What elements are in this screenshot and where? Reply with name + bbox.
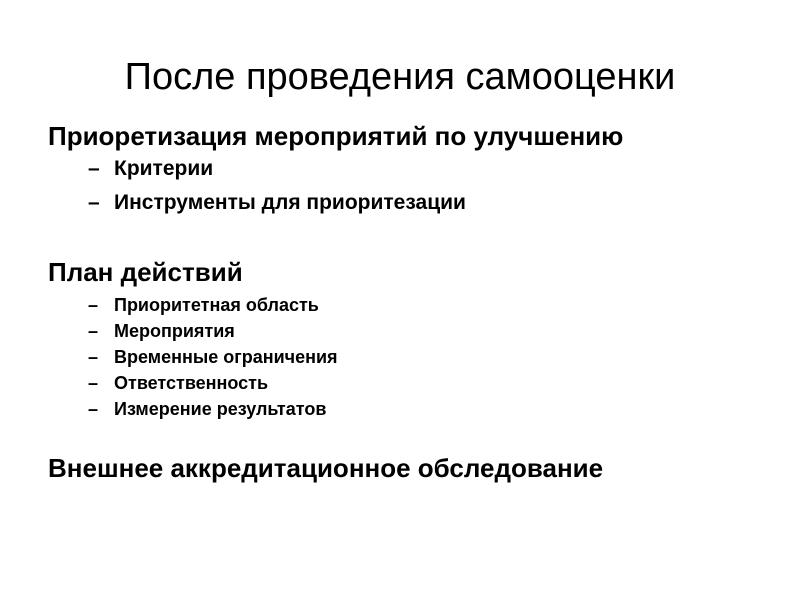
list-item-label: Временные ограничения (114, 347, 338, 367)
list-item (48, 152, 748, 186)
dash-bullet-icon: – (88, 295, 99, 315)
dash-bullet-icon: – (88, 157, 100, 180)
dash-bullet-icon: – (88, 321, 99, 341)
section-heading: Приоретизация мероприятий по улучшению (48, 121, 624, 151)
list-item (48, 396, 748, 422)
list-item-label: Измерение результатов (114, 399, 327, 419)
dash-bullet-icon: – (88, 347, 99, 367)
list-item (48, 370, 748, 396)
slide-content (48, 120, 748, 484)
dash-bullet-icon: – (88, 373, 99, 393)
list-item (48, 292, 748, 318)
list-item (48, 318, 748, 344)
section-heading: Внешнее аккредитационное обследование (48, 453, 604, 483)
dash-bullet-icon: – (88, 191, 100, 214)
spacer (48, 220, 748, 256)
section-prioritization (48, 120, 748, 220)
sub-list (48, 152, 748, 220)
list-item-label: Приоритетная область (114, 295, 319, 315)
list-item-label: Мероприятия (114, 321, 235, 341)
list-item-label: Критерии (114, 157, 214, 180)
section-action-plan (48, 256, 748, 422)
list-item-label: Ответственность (114, 373, 269, 393)
list-item (48, 186, 748, 220)
list-item-label: Инструменты для приоритезации (114, 191, 466, 214)
dash-bullet-icon: – (88, 399, 99, 419)
section-external-accreditation (48, 452, 748, 484)
list-item (48, 344, 748, 370)
slide-title: После проведения самооценки (124, 56, 676, 98)
spacer (48, 422, 748, 452)
section-heading: План действий (48, 257, 243, 287)
sub-list (48, 292, 748, 422)
